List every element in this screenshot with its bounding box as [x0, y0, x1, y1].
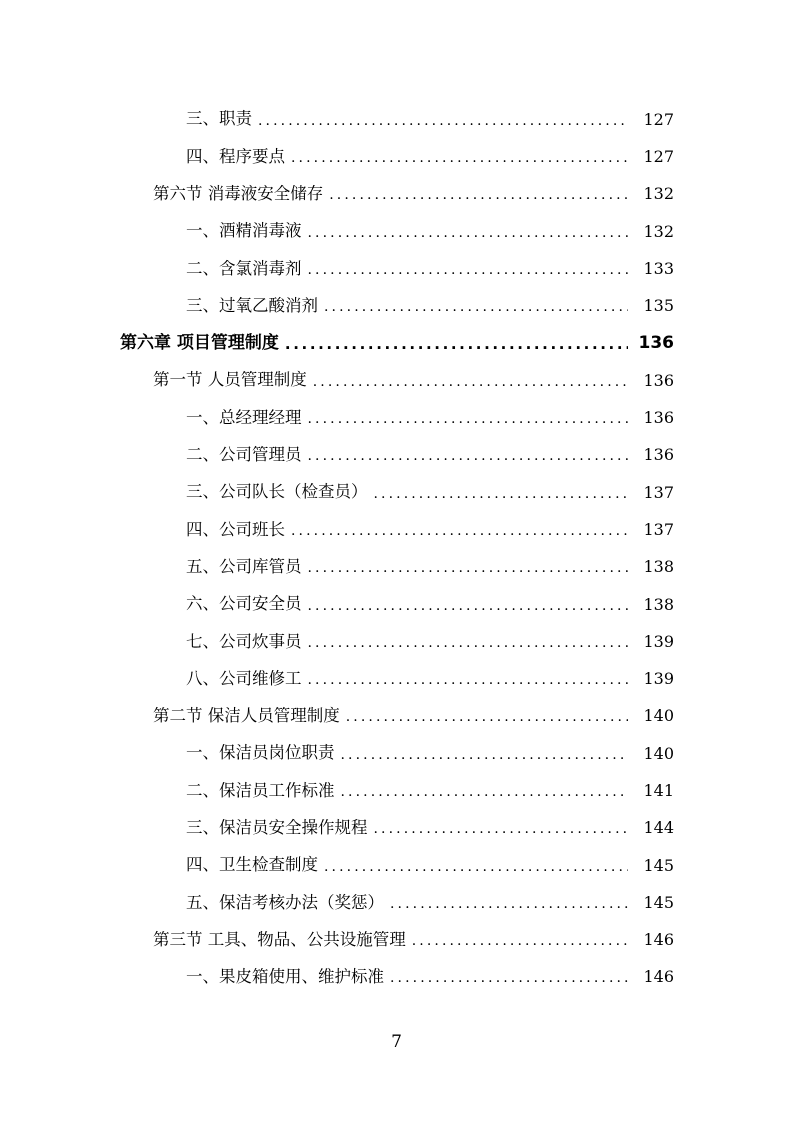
dot-leader [329, 188, 628, 202]
dot-leader [374, 822, 629, 836]
dot-leader [324, 860, 628, 874]
toc-entry-title: 三、保洁员安全操作规程 [186, 818, 368, 838]
toc-entry-title: 四、卫生检查制度 [186, 855, 318, 875]
dot-leader [390, 897, 628, 911]
toc-entry-item[interactable] [0, 586, 793, 623]
toc-entry-item[interactable] [0, 810, 793, 847]
toc-entry-item[interactable] [0, 511, 793, 548]
page-number: 7 [391, 1032, 402, 1052]
toc-entry-title: 第六节 消毒液安全储存 [153, 183, 324, 203]
toc-entry-title: 四、公司班长 [186, 519, 285, 539]
toc-entry-title: 第一节 人员管理制度 [153, 370, 307, 390]
toc-entry-item[interactable] [0, 138, 793, 175]
toc-entry-title: 三、公司队长（检查员） [186, 482, 368, 502]
toc-entry-page-number: 141 [643, 780, 674, 800]
dot-leader [258, 114, 628, 128]
dot-leader [390, 971, 628, 985]
toc-entry-item[interactable] [0, 549, 793, 586]
toc-entry-title: 一、保洁员岗位职责 [186, 743, 335, 763]
toc-entry-title: 三、过氧乙酸消剂 [186, 295, 318, 315]
toc-entry-title: 一、酒精消毒液 [186, 221, 302, 241]
toc-entry-page-number: 140 [643, 743, 674, 763]
toc-entry-page-number: 127 [643, 109, 674, 129]
toc-entry-title: 一、总经理经理 [186, 407, 302, 427]
toc-entry-item[interactable] [0, 623, 793, 660]
toc-entry-title: 二、公司管理员 [186, 445, 302, 465]
toc-entry-title: 八、公司维修工 [186, 668, 302, 688]
toc-entry-section[interactable] [0, 362, 793, 399]
toc-entry-title: 第三节 工具、物品、公共设施管理 [153, 929, 406, 949]
dot-leader [291, 151, 628, 165]
dot-leader [308, 263, 629, 277]
dot-leader [308, 636, 629, 650]
toc-entry-page-number: 132 [643, 184, 674, 204]
dot-leader [308, 412, 629, 426]
toc-entry-page-number: 140 [643, 706, 674, 726]
toc-entry-item[interactable] [0, 959, 793, 996]
toc-entry-title: 四、程序要点 [186, 146, 285, 166]
toc-entry-page-number: 145 [643, 855, 674, 875]
toc-entry-title: 五、公司库管员 [186, 556, 302, 576]
toc-entry-item[interactable] [0, 660, 793, 697]
toc-entry-title: 二、保洁员工作标准 [186, 780, 335, 800]
toc-entry-title: 第六章 项目管理制度 [120, 332, 279, 353]
toc-entry-page-number: 138 [643, 594, 674, 614]
dot-leader [346, 710, 628, 724]
toc-entry-page-number: 138 [643, 557, 674, 577]
dot-leader [313, 375, 628, 389]
toc-entry-page-number: 127 [643, 146, 674, 166]
dot-leader [324, 300, 628, 314]
toc-entry-chapter[interactable] [0, 325, 793, 362]
dot-leader [308, 449, 629, 463]
toc-entry-section[interactable] [0, 922, 793, 959]
toc-entry-page-number: 146 [643, 967, 674, 987]
dot-leader [308, 226, 629, 240]
toc-entry-section[interactable] [0, 176, 793, 213]
toc-entry-page-number: 135 [643, 296, 674, 316]
toc-entry-title: 七、公司炊事员 [186, 631, 302, 651]
toc-entry-item[interactable] [0, 287, 793, 324]
toc-entry-item[interactable] [0, 735, 793, 772]
toc-entry-title: 六、公司安全员 [186, 594, 302, 614]
toc-entry-page-number: 136 [643, 408, 674, 428]
toc-entry-page-number: 139 [643, 669, 674, 689]
toc-entry-item[interactable] [0, 847, 793, 884]
toc-entry-item[interactable] [0, 250, 793, 287]
toc-entry-page-number: 139 [643, 631, 674, 651]
dot-leader [285, 337, 628, 352]
toc-entry-page-number: 145 [643, 892, 674, 912]
toc-entry-section[interactable] [0, 698, 793, 735]
toc-entry-page-number: 146 [643, 930, 674, 950]
dot-leader [308, 561, 629, 575]
dot-leader [308, 673, 629, 687]
dot-leader [341, 785, 629, 799]
dot-leader [341, 748, 629, 762]
toc-entry-title: 一、果皮箱使用、维护标准 [186, 967, 384, 987]
toc-entry-item[interactable] [0, 213, 793, 250]
toc-entry-item[interactable] [0, 772, 793, 809]
toc-entry-page-number: 137 [643, 482, 674, 502]
dot-leader [308, 599, 629, 613]
toc-entry-item[interactable] [0, 437, 793, 474]
toc-entry-page-number: 136 [638, 332, 674, 353]
toc-entry-page-number: 136 [643, 445, 674, 465]
table-of-contents [0, 101, 793, 996]
toc-entry-title: 五、保洁考核办法（奖惩） [186, 892, 384, 912]
toc-entry-item[interactable] [0, 101, 793, 138]
toc-entry-title: 二、含氯消毒剂 [186, 258, 302, 278]
dot-leader [412, 934, 628, 948]
toc-entry-item[interactable] [0, 474, 793, 511]
toc-entry-item[interactable] [0, 399, 793, 436]
toc-entry-page-number: 144 [643, 818, 674, 838]
toc-entry-page-number: 136 [643, 370, 674, 390]
toc-entry-page-number: 137 [643, 519, 674, 539]
toc-entry-title: 第二节 保洁人员管理制度 [153, 706, 340, 726]
dot-leader [374, 487, 629, 501]
toc-entry-page-number: 133 [643, 258, 674, 278]
toc-entry-title: 三、职责 [186, 109, 252, 129]
toc-entry-item[interactable] [0, 884, 793, 921]
toc-entry-page-number: 132 [643, 221, 674, 241]
dot-leader [291, 524, 628, 538]
